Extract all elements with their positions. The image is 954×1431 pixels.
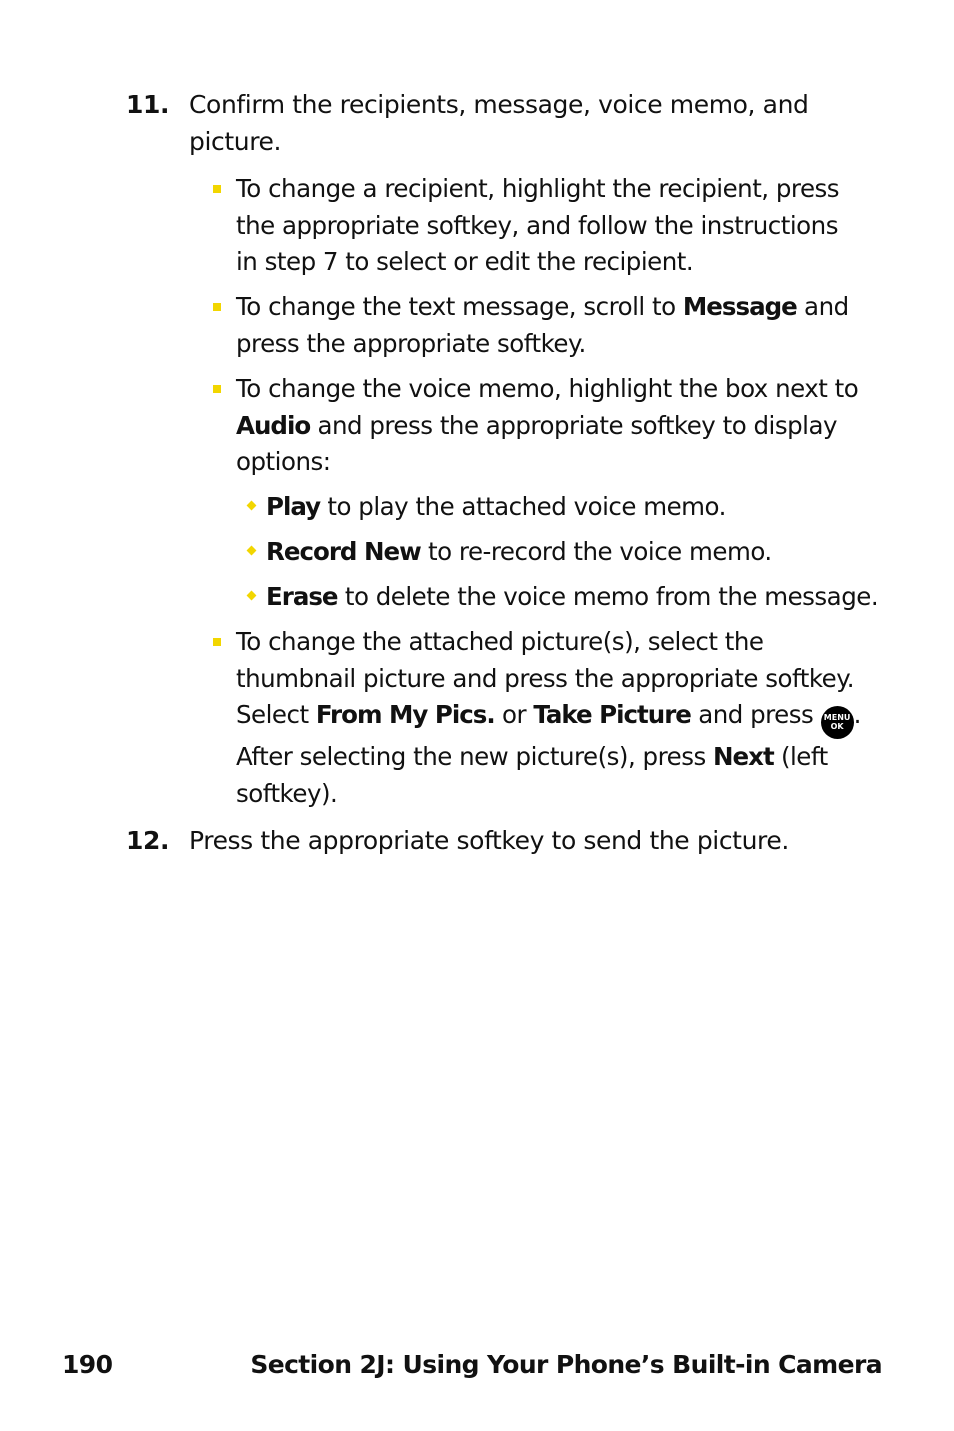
step-number: 12. (126, 826, 170, 855)
bullet-bold-term: Audio (236, 410, 311, 440)
menu-ok-key-icon (821, 706, 854, 739)
square-bullet-icon (213, 185, 221, 193)
step-text: Press the appropriate softkey to send the picture. (189, 826, 789, 855)
step-text: Confirm the recipients, message, voice memo, and picture. (189, 90, 809, 156)
bullet-text-pre: To change the text message, scroll to (236, 292, 683, 321)
bullet-bold-term: Message (682, 292, 797, 321)
sub-item-bold: Record New (266, 537, 421, 566)
bullet-text-post2: . After selecting the new picture(s), press (236, 700, 861, 771)
sub-item-play (266, 489, 886, 525)
bullet-text-post: and press the appropriate softkey. (236, 292, 849, 358)
menu-key-line2: OK (830, 722, 844, 731)
step-number: 11. (126, 90, 170, 119)
bullet-change-voice-memo (236, 371, 864, 481)
bullet-text: To change a recipient, highlight the recipient, press the appropriate softkey, and follow the instructions in step 7 to select or edit the recipient. (236, 174, 840, 276)
bullet-text-post3: (left softkey). (236, 742, 828, 808)
bullet-text-post1: and press (690, 700, 821, 729)
square-bullet-icon (213, 303, 221, 311)
page-number: 190 (62, 1350, 113, 1379)
bullet-change-picture (236, 624, 864, 812)
sub-item-bold: Erase (266, 582, 338, 611)
square-bullet-icon (213, 385, 221, 393)
bullet-bold-take-picture: Take Picture (533, 700, 691, 729)
sub-item-record-new (266, 534, 886, 570)
bullet-bold-next: Next (713, 742, 774, 771)
sub-item-text: to play the attached voice memo. (320, 492, 726, 521)
square-bullet-icon (213, 638, 221, 646)
bullet-change-message (236, 289, 864, 362)
bullet-text-pre: To change the voice memo, highlight the box next to (236, 374, 859, 403)
section-title: Section 2J: Using Your Phone’s Built-in Camera (250, 1350, 882, 1379)
sub-item-text: to delete the voice memo from the message. (337, 582, 879, 611)
bullet-change-recipient (236, 171, 864, 281)
diamond-bullet-icon (247, 591, 257, 601)
bullet-text-mid: or (494, 700, 534, 729)
sub-item-text: to re-record the voice memo. (420, 537, 772, 566)
bullet-text-post: and press the appropriate softkey to display options: (236, 410, 837, 476)
diamond-bullet-icon (247, 501, 257, 511)
sub-item-erase (266, 579, 886, 615)
sub-item-bold: Play (266, 492, 321, 521)
bullet-text-pre: To change the attached picture(s), select the thumbnail picture and press the appropriate softkey. Select (236, 627, 855, 729)
menu-key-line1: MENU (823, 713, 851, 722)
diamond-bullet-icon (247, 546, 257, 556)
bullet-bold-from-my-pics: From My Pics. (315, 700, 495, 729)
